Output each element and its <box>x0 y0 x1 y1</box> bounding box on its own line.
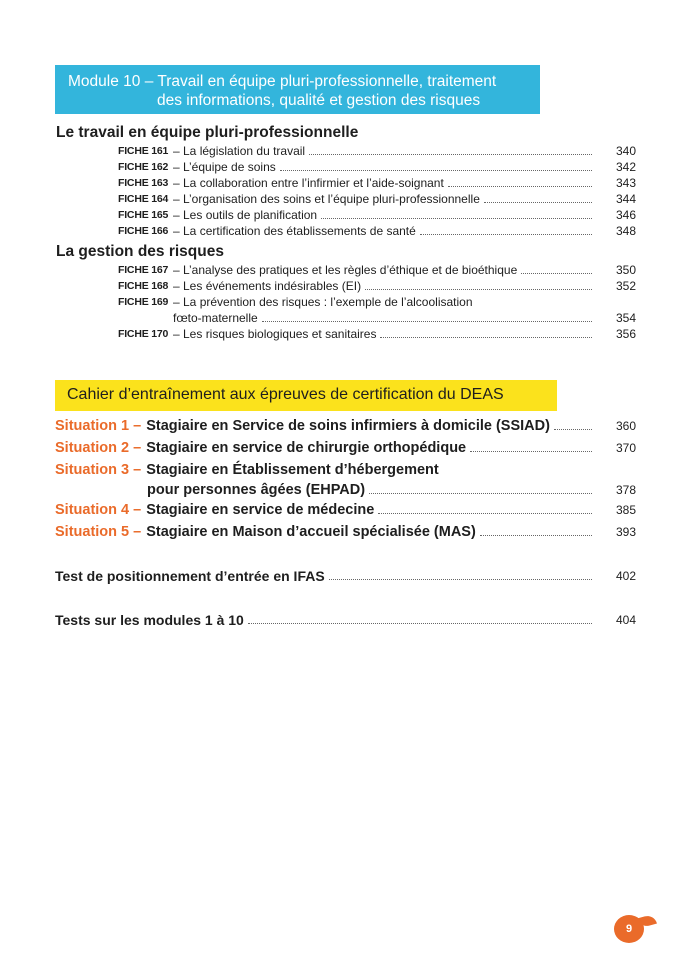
page-ref: 342 <box>615 160 636 174</box>
test-title: Test de positionnement d’entrée en IFAS <box>55 568 325 584</box>
situation-title: Stagiaire en Établissement d’hébergement <box>146 462 439 478</box>
dot-leader <box>448 176 592 187</box>
fiche-title: – Les événements indésirables (EI) <box>173 279 362 293</box>
situation-label: Situation 5 – <box>55 524 142 540</box>
section-title: Le travail en équipe pluri-professionnelle <box>56 124 359 141</box>
dot-leader <box>420 224 592 235</box>
situation-title: Stagiaire en Maison d’accueil spécialisée (MAS) <box>146 524 476 540</box>
page-ref: 360 <box>615 419 636 433</box>
fiche-number: FICHE 163 <box>118 177 169 189</box>
dot-leader <box>484 192 592 203</box>
fiche-number: FICHE 167 <box>118 264 169 276</box>
section-title: La gestion des risques <box>56 243 224 260</box>
test-title: Tests sur les modules 1 à 10 <box>55 612 244 628</box>
dot-leader <box>380 327 592 338</box>
page-ref: 340 <box>615 144 636 158</box>
toc-entry[interactable] <box>118 208 636 223</box>
fiche-title: – La collaboration entre l’infirmier et l’aide-soignant <box>173 176 444 190</box>
page-ref: 404 <box>615 613 636 627</box>
fiche-title-continuation: fœto-maternelle <box>173 311 258 325</box>
toc-entry[interactable] <box>118 192 636 207</box>
toc-entry[interactable] <box>118 327 636 342</box>
situation-label: Situation 4 – <box>55 502 142 518</box>
situation-title: Stagiaire en Service de soins infirmiers à domicile (SSIAD) <box>146 418 550 434</box>
situation-entry[interactable] <box>55 500 636 520</box>
page-ref: 346 <box>615 208 636 222</box>
fiche-title: – La certification des établissements de santé <box>173 224 416 238</box>
page-ref: 352 <box>615 279 636 293</box>
test-entry[interactable] <box>55 610 636 630</box>
toc-entry-continuation[interactable] <box>118 311 636 326</box>
fiche-number: FICHE 168 <box>118 280 169 292</box>
page-ref: 378 <box>615 483 636 497</box>
page-ref: 344 <box>615 192 636 206</box>
fiche-title: – Les outils de planification <box>173 208 318 222</box>
dot-leader <box>329 566 592 580</box>
dot-leader <box>378 500 592 514</box>
page-ref: 350 <box>615 263 636 277</box>
module-title-line2: des informations, qualité et gestion des risques <box>157 92 481 109</box>
toc-entry[interactable] <box>118 144 636 159</box>
situation-title: Stagiaire en service de médecine <box>146 502 375 518</box>
fiche-number: FICHE 170 <box>118 328 169 340</box>
toc-entry[interactable] <box>118 224 636 239</box>
situation-entry-continuation[interactable] <box>147 480 636 500</box>
fiche-number: FICHE 169 <box>118 296 169 308</box>
fiche-title: – La prévention des risques : l’exemple de l’alcoolisation <box>173 295 473 309</box>
page-ref: 393 <box>615 525 636 539</box>
page-ref: 402 <box>615 569 636 583</box>
dot-leader <box>554 416 592 430</box>
toc-entry[interactable] <box>118 279 636 294</box>
situation-entry[interactable] <box>55 460 636 480</box>
fiche-title: – L’équipe de soins <box>173 160 276 174</box>
situation-label: Situation 2 – <box>55 440 142 456</box>
page-ref: 348 <box>615 224 636 238</box>
page-ref: 356 <box>615 327 636 341</box>
fiche-number: FICHE 166 <box>118 225 169 237</box>
fiche-number: FICHE 161 <box>118 145 169 157</box>
page-ref: 385 <box>615 503 636 517</box>
situation-label: Situation 3 – <box>55 462 142 478</box>
dot-leader <box>309 144 592 155</box>
toc-entry[interactable] <box>118 176 636 191</box>
dot-leader <box>470 438 592 452</box>
situation-entry[interactable] <box>55 416 636 436</box>
situation-entry[interactable] <box>55 522 636 542</box>
dot-leader <box>480 522 592 536</box>
dot-leader <box>369 480 592 494</box>
cahier-banner: Cahier d’entraînement aux épreuves de certification du DEAS <box>55 380 557 411</box>
dot-leader <box>262 311 592 322</box>
page-ref: 370 <box>615 441 636 455</box>
page-number-badge: 9 <box>614 915 644 943</box>
page-ref: 354 <box>615 311 636 325</box>
test-entry[interactable] <box>55 566 636 586</box>
fiche-number: FICHE 165 <box>118 209 169 221</box>
page-ref: 343 <box>615 176 636 190</box>
module-title-line1: Module 10 – Travail en équipe pluri-professionnelle, traitement <box>68 73 497 90</box>
dot-leader <box>365 279 592 290</box>
fiche-title: – La législation du travail <box>173 144 306 158</box>
situation-label: Situation 1 – <box>55 418 142 434</box>
dot-leader <box>321 208 592 219</box>
situation-title: Stagiaire en service de chirurgie orthopédique <box>146 440 467 456</box>
toc-entry[interactable] <box>118 263 636 278</box>
fiche-title: – Les risques biologiques et sanitaires <box>173 327 377 341</box>
fiche-title: – L’organisation des soins et l’équipe pluri-professionnelle <box>173 192 480 206</box>
situation-entry[interactable] <box>55 438 636 458</box>
dot-leader <box>248 610 592 624</box>
fiche-number: FICHE 162 <box>118 161 169 173</box>
fiche-title: – L’analyse des pratiques et les règles d’éthique et de bioéthique <box>173 263 518 277</box>
toc-entry[interactable] <box>118 160 636 175</box>
dot-leader <box>521 263 592 274</box>
situation-title-continuation: pour personnes âgées (EHPAD) <box>147 482 366 498</box>
fiche-number: FICHE 164 <box>118 193 169 205</box>
module-banner <box>55 65 540 114</box>
dot-leader <box>280 160 592 171</box>
toc-entry[interactable] <box>118 295 636 310</box>
